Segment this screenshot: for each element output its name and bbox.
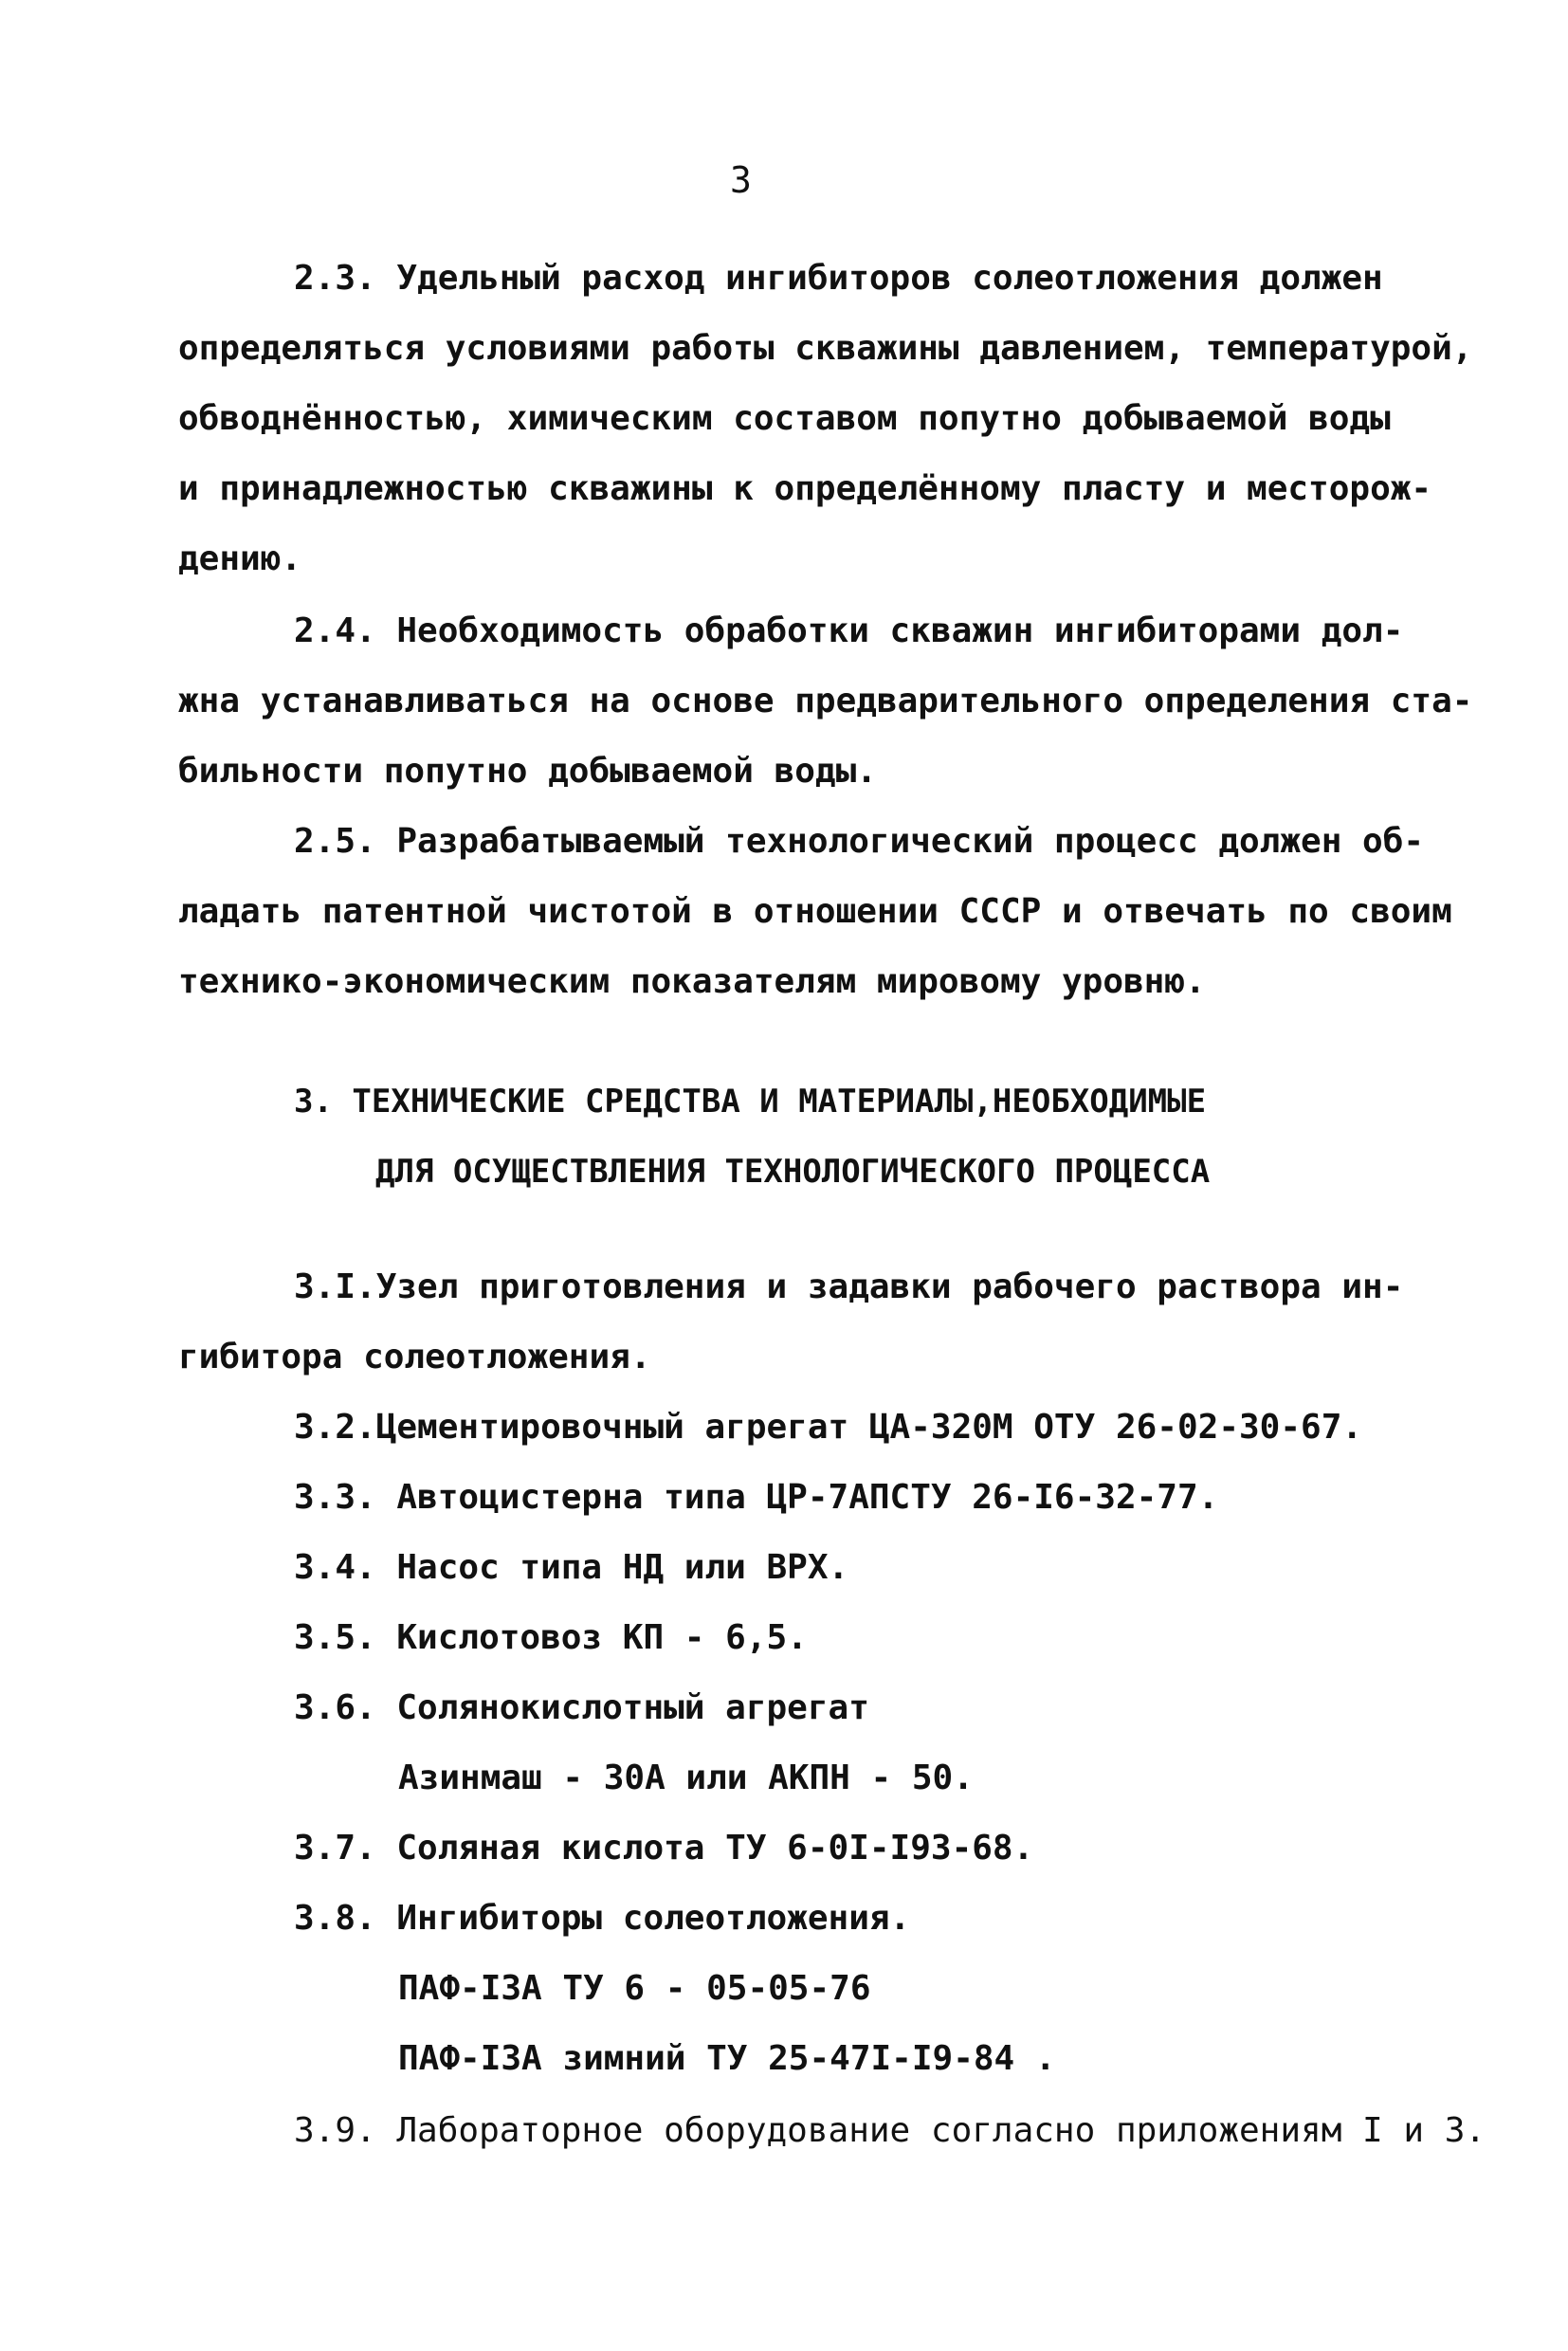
item-3-2: 3.2.Цементировочный агрегат ЦА-320М ОТУ 26-02-30-67. (294, 1408, 1363, 1447)
item-3-5: 3.5. Кислотовоз КП - 6,5. (294, 1618, 808, 1657)
item-3-1-line-1: 3.I.Узел приготовления и задавки рабочего раствора ин- (294, 1267, 1404, 1306)
paragraph-2-4-line-1: 2.4. Необходимость обработки скважин ингибиторами дол- (294, 611, 1404, 650)
paragraph-2-3-line-2: определяться условиями работы скважины давлением, температурой, (178, 329, 1473, 368)
section-3-heading-line-1: 3. ТЕХНИЧЕСКИЕ СРЕДСТВА И МАТЕРИАЛЫ,НЕОБХОДИМЫЕ (294, 1083, 1207, 1121)
paragraph-2-4-line-2: жна устанавливаться на основе предварительного определения ста- (178, 682, 1473, 720)
paragraph-2-5-line-1: 2.5. Разрабатываемый технологический процесс должен об- (294, 822, 1425, 861)
item-3-8: 3.8. Ингибиторы солеотложения. (294, 1899, 911, 1938)
item-3-6-line-1: 3.6. Солянокислотный агрегат (294, 1688, 869, 1727)
page-number: 3 (730, 159, 752, 201)
item-3-3: 3.3. Автоцистерна типа ЦР-7АПСТУ 26-I6-32-77. (294, 1478, 1219, 1517)
paragraph-2-4-line-3: бильности попутно добываемой воды. (178, 752, 877, 791)
item-3-9: 3.9. Лабораторное оборудование согласно приложениям I и 3. (294, 2111, 1486, 2150)
item-3-4: 3.4. Насос типа НД или ВРХ. (294, 1548, 849, 1587)
paragraph-2-5-line-2: ладать патентной чистотой в отношении СССР и отвечать по своим (178, 892, 1452, 931)
paragraph-2-3-line-5: дению. (178, 539, 302, 578)
item-3-8-inhibitor-b: ПАФ-I3А зимний ТУ 25-47I-I9-84 . (398, 2039, 1056, 2078)
paragraph-2-3-line-4: и принадлежностью скважины к определённому пласту и месторож- (178, 469, 1432, 508)
item-3-6-line-2: Азинмаш - 30А или АКПН - 50. (398, 1759, 974, 1797)
item-3-1-line-2: гибитора солеотложения. (178, 1338, 651, 1376)
paragraph-2-3-line-3: обводнённостью, химическим составом попутно добываемой воды (178, 399, 1391, 438)
item-3-7: 3.7. Соляная кислота ТУ 6-0I-I93-68. (294, 1829, 1034, 1868)
section-3-heading-line-2: ДЛЯ ОСУЩЕСТВЛЕНИЯ ТЕХНОЛОГИЧЕСКОГО ПРОЦЕССА (375, 1153, 1211, 1191)
paragraph-2-3-line-1: 2.3. Удельный расход ингибиторов солеотложения должен (294, 259, 1383, 298)
item-3-8-inhibitor-a: ПАФ-I3А ТУ 6 - 05-05-76 (398, 1969, 871, 2008)
paragraph-2-5-line-3: технико-экономическим показателям мировому уровню. (178, 962, 1206, 1001)
